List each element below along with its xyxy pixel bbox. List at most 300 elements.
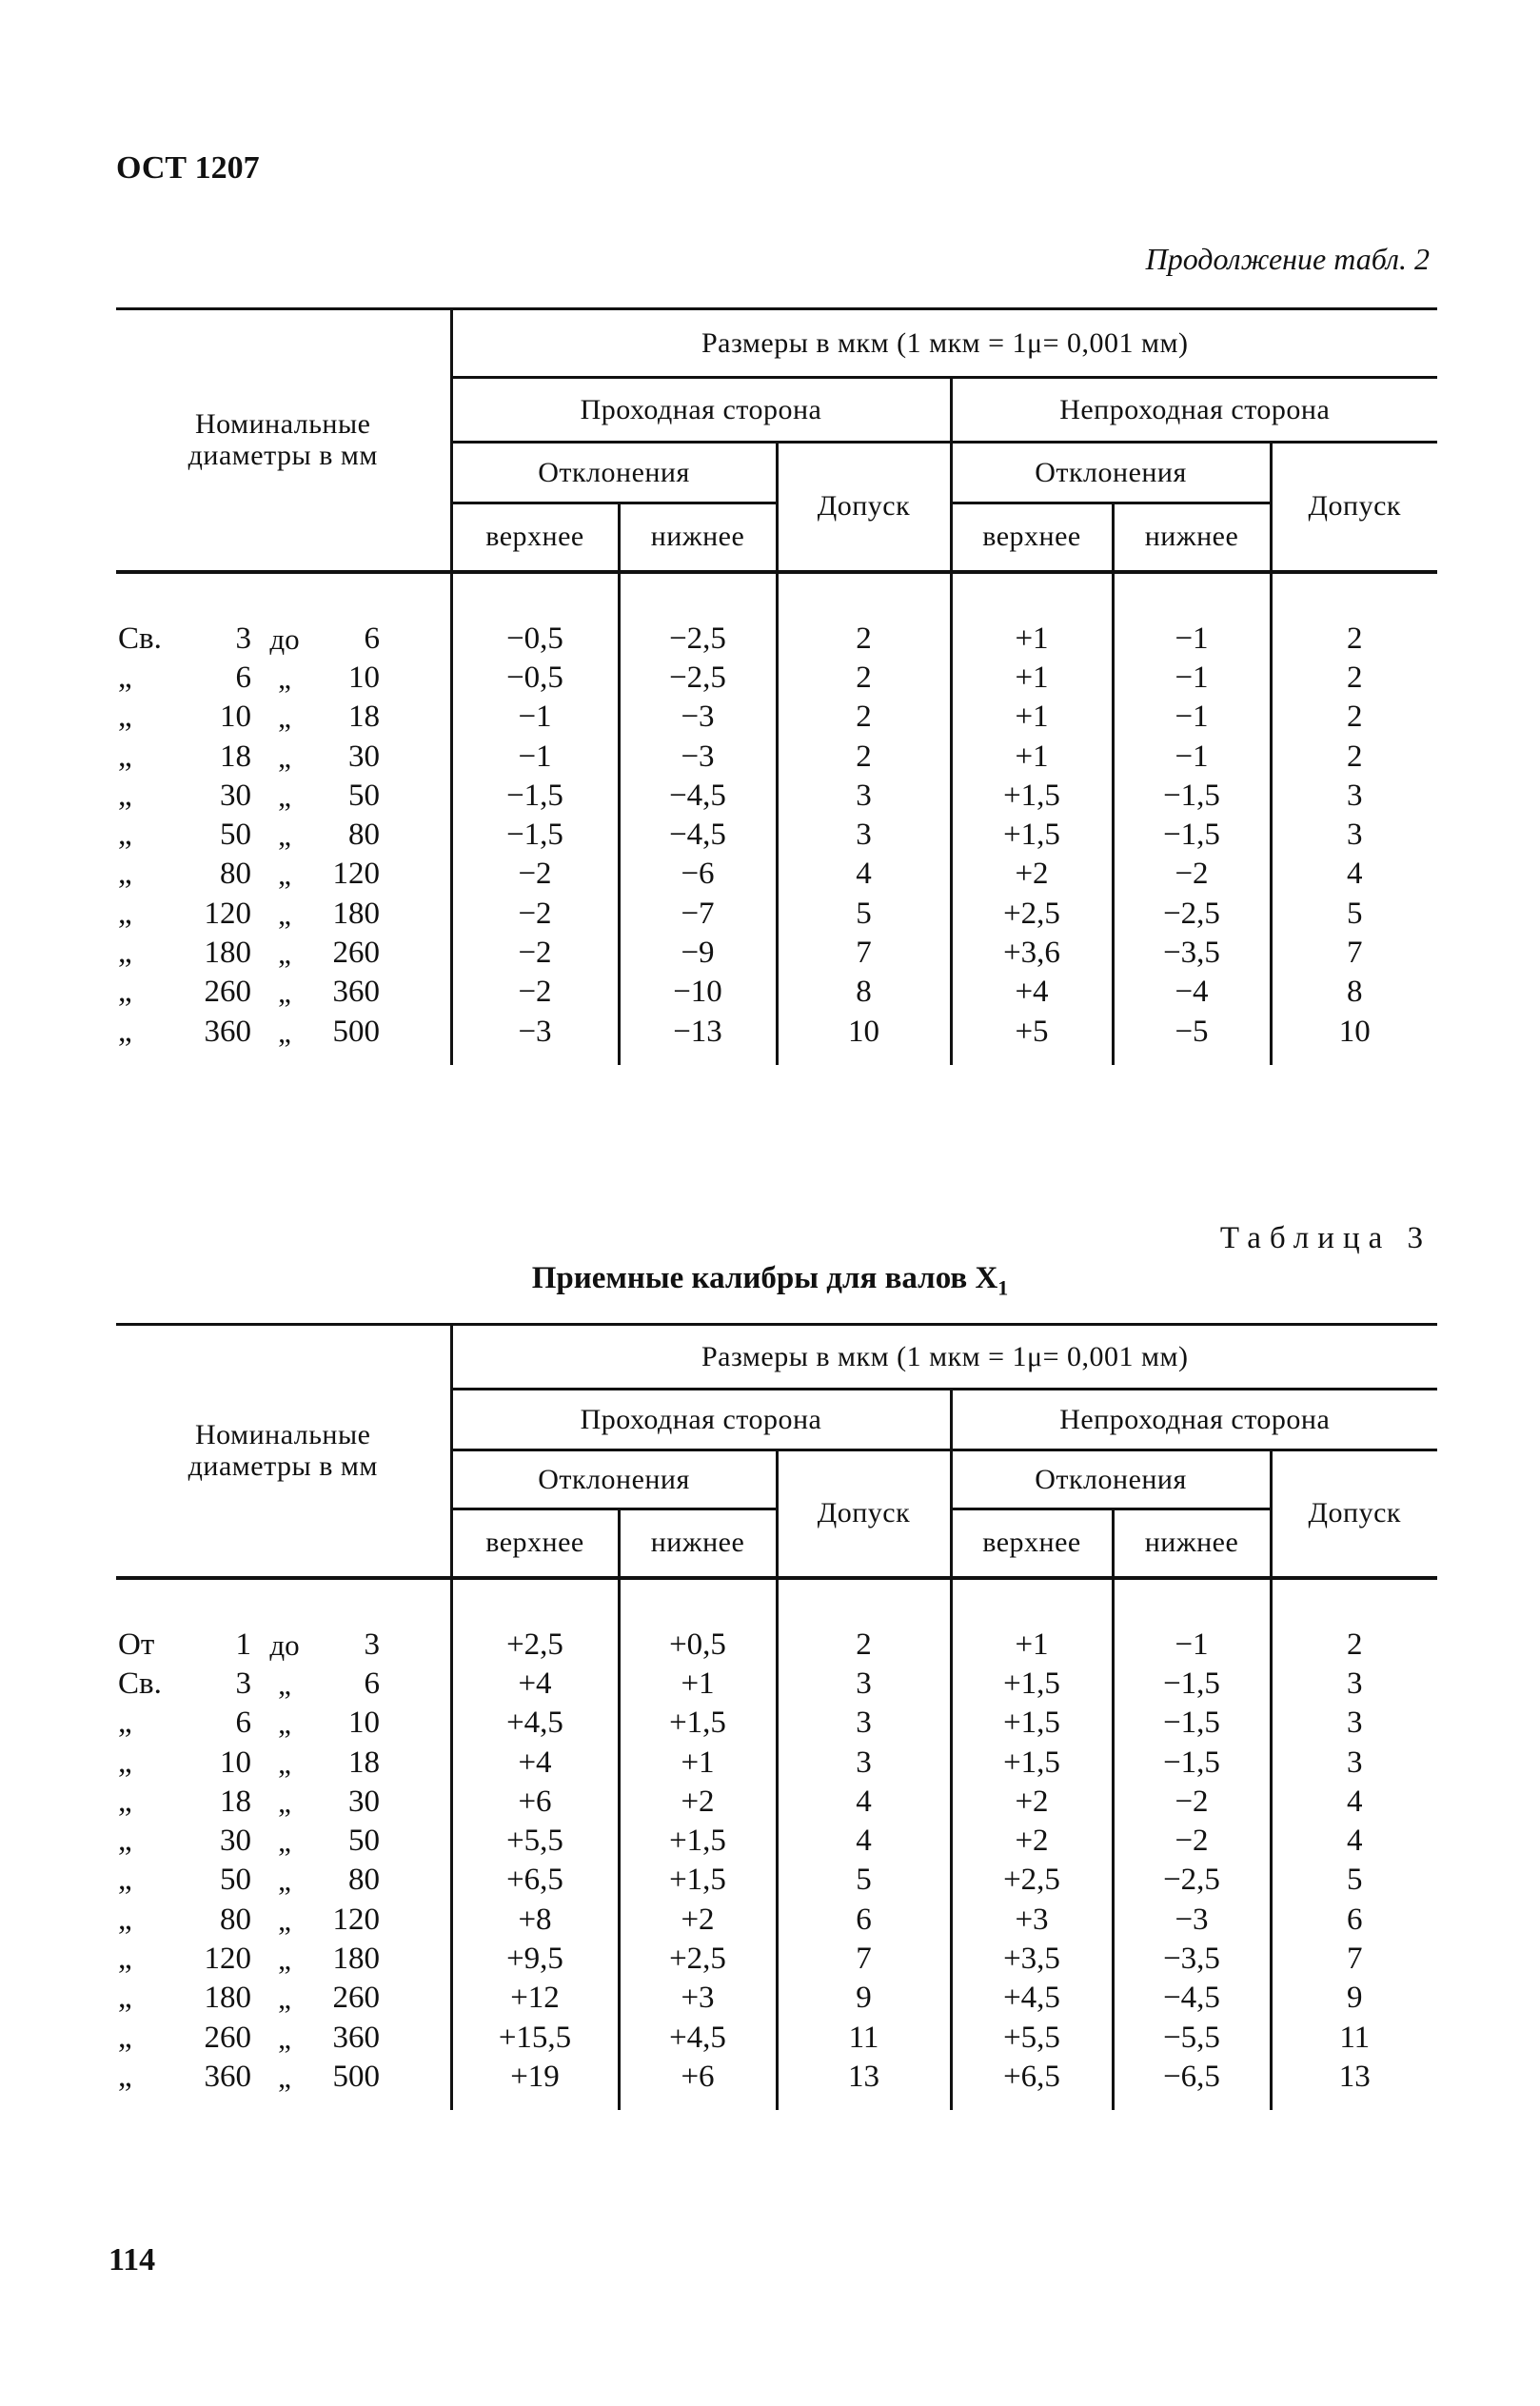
diameter-to-word: „ xyxy=(278,1864,291,1898)
diameter-prefix: „ xyxy=(118,1824,132,1859)
go-upper-cell: +2,5 xyxy=(451,1626,619,1665)
nogo-lower-cell: −2 xyxy=(1113,1783,1271,1822)
table-row xyxy=(116,737,1437,776)
nogo-tolerance-cell: 3 xyxy=(1271,1704,1437,1743)
diameter-to-word: „ xyxy=(278,1666,291,1701)
nogo-lower-cell: −1,5 xyxy=(1113,777,1271,816)
go-tolerance-cell: 4 xyxy=(777,1822,951,1861)
diameter-from: 260 xyxy=(204,2020,251,2055)
diameter-to-word: „ xyxy=(278,858,291,892)
diameter-prefix: „ xyxy=(118,1902,132,1937)
table-row xyxy=(116,659,1437,698)
nogo-lower-cell: −1,5 xyxy=(1113,1704,1271,1743)
nogo-upper-cell: +1,5 xyxy=(951,1704,1113,1743)
nogo-tolerance-cell: 2 xyxy=(1271,620,1437,659)
nominal-diameter-cell xyxy=(116,1743,451,1782)
go-tolerance-cell: 3 xyxy=(777,1704,951,1743)
nogo-deviations-header: Отклонения xyxy=(951,443,1271,503)
nogo-tolerance-cell: 6 xyxy=(1271,1901,1437,1940)
nogo-upper-cell: +3,5 xyxy=(951,1940,1113,1979)
nominal-diameter-cell xyxy=(116,777,451,816)
nominal-diameter-cell xyxy=(116,1822,451,1861)
nogo-lower-cell: −2 xyxy=(1113,1822,1271,1861)
nominal-diameter-cell xyxy=(116,620,451,659)
diameter-to: 18 xyxy=(348,1745,380,1780)
table-row xyxy=(116,1743,1437,1782)
nogo-tolerance-header: Допуск xyxy=(1271,1450,1437,1576)
diameter-from: 18 xyxy=(220,739,251,774)
go-tolerance-cell: 3 xyxy=(777,777,951,816)
diameter-to-word: „ xyxy=(278,897,291,931)
go-upper-cell: +4 xyxy=(451,1665,619,1704)
nogo-tolerance-cell: 3 xyxy=(1271,777,1437,816)
table-3-title-subscript: 1 xyxy=(997,1275,1009,1300)
go-tolerance-header: Допуск xyxy=(777,1450,951,1576)
diameter-to: 50 xyxy=(348,778,380,813)
nogo-upper-cell: +6,5 xyxy=(951,2058,1113,2097)
go-lower-cell: −4,5 xyxy=(619,777,777,816)
diameter-to-word: „ xyxy=(278,661,291,695)
diameter-to: 80 xyxy=(348,1863,380,1898)
nogo-tolerance-cell: 7 xyxy=(1271,1940,1437,1979)
go-upper-header: верхнее xyxy=(451,503,619,570)
go-lower-cell: +1,5 xyxy=(619,1861,777,1900)
nogo-upper-header: верхнее xyxy=(951,503,1113,570)
go-lower-cell: −2,5 xyxy=(619,659,777,698)
go-tolerance-cell: 11 xyxy=(777,2018,951,2057)
nogo-tolerance-header: Допуск xyxy=(1271,443,1437,570)
go-lower-cell: −13 xyxy=(619,1012,777,1051)
diameter-to: 360 xyxy=(332,975,380,1010)
diameter-to: 80 xyxy=(348,818,380,853)
diameter-to-word: „ xyxy=(278,818,291,853)
nominal-diameter-cell xyxy=(116,895,451,934)
go-side-header: Проходная сторона xyxy=(451,378,951,443)
nogo-upper-header: верхнее xyxy=(951,1509,1113,1576)
table-row xyxy=(116,1901,1437,1940)
diameter-to: 30 xyxy=(348,739,380,774)
diameter-to-word: „ xyxy=(278,740,291,774)
go-lower-cell: −7 xyxy=(619,895,777,934)
go-tolerance-cell: 7 xyxy=(777,934,951,973)
diameter-prefix: „ xyxy=(118,1745,132,1780)
nominal-diameter-cell xyxy=(116,2058,451,2097)
diameter-from: 18 xyxy=(220,1784,251,1819)
nogo-lower-cell: −1 xyxy=(1113,1626,1271,1665)
diameter-to-word: „ xyxy=(278,1785,291,1819)
go-tolerance-cell: 6 xyxy=(777,1901,951,1940)
go-tolerance-cell: 2 xyxy=(777,659,951,698)
table-row xyxy=(116,973,1437,1012)
diameter-prefix: „ xyxy=(118,2020,132,2055)
diameter-to-word: до xyxy=(269,621,300,656)
go-tolerance-cell: 3 xyxy=(777,816,951,855)
diameter-to: 50 xyxy=(348,1824,380,1859)
nogo-tolerance-cell: 8 xyxy=(1271,973,1437,1012)
nogo-tolerance-cell: 2 xyxy=(1271,737,1437,776)
document-code: ОСТ 1207 xyxy=(116,150,260,186)
nogo-upper-cell: +3,6 xyxy=(951,934,1113,973)
nogo-tolerance-cell: 4 xyxy=(1271,1783,1437,1822)
diameter-from: 120 xyxy=(204,896,251,931)
diameter-from: 360 xyxy=(204,1014,251,1049)
nominal-diameter-cell xyxy=(116,1940,451,1979)
nogo-lower-cell: −1,5 xyxy=(1113,1665,1271,1704)
diameter-prefix: „ xyxy=(118,975,132,1010)
go-tolerance-header: Допуск xyxy=(777,443,951,570)
go-lower-header: нижнее xyxy=(619,503,777,570)
nogo-tolerance-cell: 3 xyxy=(1271,816,1437,855)
nogo-lower-cell: −3,5 xyxy=(1113,934,1271,973)
go-upper-cell: −1,5 xyxy=(451,816,619,855)
nogo-lower-cell: −3,5 xyxy=(1113,1940,1271,1979)
go-lower-cell: +1,5 xyxy=(619,1822,777,1861)
go-upper-cell: −2 xyxy=(451,973,619,1012)
nogo-lower-cell: −1 xyxy=(1113,737,1271,776)
table-row xyxy=(116,855,1437,894)
nogo-tolerance-cell: 3 xyxy=(1271,1743,1437,1782)
diameter-from: 10 xyxy=(220,1745,251,1780)
nominal-diameter-cell xyxy=(116,816,451,855)
table-row xyxy=(116,698,1437,737)
table-row xyxy=(116,1822,1437,1861)
nominal-diameter-cell xyxy=(116,1626,451,1665)
nogo-lower-cell: −1 xyxy=(1113,620,1271,659)
diameter-to: 260 xyxy=(332,936,380,971)
table-row xyxy=(116,934,1437,973)
go-upper-cell: −1 xyxy=(451,737,619,776)
diameter-from: 180 xyxy=(204,1981,251,2016)
diameter-to-word: „ xyxy=(278,700,291,735)
table-row xyxy=(116,1861,1437,1900)
go-lower-cell: −6 xyxy=(619,855,777,894)
page-number: 114 xyxy=(109,2242,156,2278)
go-lower-cell: +6 xyxy=(619,2058,777,2097)
nominal-diameter-cell xyxy=(116,1012,451,1051)
nominal-diameter-cell xyxy=(116,973,451,1012)
go-upper-cell: −3 xyxy=(451,1012,619,1051)
nogo-lower-cell: −4 xyxy=(1113,973,1271,1012)
go-upper-cell: −1,5 xyxy=(451,777,619,816)
go-lower-header: нижнее xyxy=(619,1509,777,1576)
go-upper-cell: −2 xyxy=(451,855,619,894)
diameter-prefix: „ xyxy=(118,857,132,892)
go-deviations-header: Отклонения xyxy=(451,1450,777,1509)
nogo-tolerance-cell: 9 xyxy=(1271,1979,1437,2018)
go-tolerance-cell: 10 xyxy=(777,1012,951,1051)
go-upper-cell: +4 xyxy=(451,1743,619,1782)
diameter-from: 360 xyxy=(204,2059,251,2094)
go-tolerance-cell: 3 xyxy=(777,1743,951,1782)
nominal-diameter-cell xyxy=(116,934,451,973)
nogo-upper-cell: +1 xyxy=(951,659,1113,698)
diameter-to-word: „ xyxy=(278,1706,291,1741)
diameter-to: 6 xyxy=(364,1666,380,1701)
nogo-upper-cell: +1 xyxy=(951,698,1113,737)
nogo-tolerance-cell: 13 xyxy=(1271,2058,1437,2097)
table-row xyxy=(116,1665,1437,1704)
diameter-from: 6 xyxy=(235,1706,251,1741)
diameter-to-word: до xyxy=(269,1627,300,1662)
diameter-from: 50 xyxy=(220,1863,251,1898)
diameter-to: 260 xyxy=(332,1981,380,2016)
table-3-title-text: Приемные калибры для валов X xyxy=(531,1261,998,1295)
diameter-prefix: „ xyxy=(118,660,132,695)
table-row xyxy=(116,777,1437,816)
diameter-prefix: „ xyxy=(118,1014,132,1049)
diameter-prefix: „ xyxy=(118,700,132,735)
go-lower-cell: +3 xyxy=(619,1979,777,2018)
nogo-tolerance-cell: 4 xyxy=(1271,855,1437,894)
nogo-lower-header: нижнее xyxy=(1113,503,1271,570)
nogo-tolerance-cell: 2 xyxy=(1271,659,1437,698)
go-upper-cell: −1 xyxy=(451,698,619,737)
nogo-lower-header: нижнее xyxy=(1113,1509,1271,1576)
go-upper-cell: +6 xyxy=(451,1783,619,1822)
nominal-diameter-cell xyxy=(116,1861,451,1900)
nominal-diameter-cell xyxy=(116,1979,451,2018)
go-lower-cell: −2,5 xyxy=(619,620,777,659)
go-upper-cell: −0,5 xyxy=(451,659,619,698)
nogo-upper-cell: +2,5 xyxy=(951,1861,1113,1900)
table-row xyxy=(116,2058,1437,2097)
nominal-diameter-cell xyxy=(116,737,451,776)
diameter-prefix: Св. xyxy=(118,1666,162,1701)
go-upper-header: верхнее xyxy=(451,1509,619,1576)
nominal-diameter-cell xyxy=(116,1704,451,1743)
nogo-upper-cell: +2 xyxy=(951,1783,1113,1822)
nogo-lower-cell: −5,5 xyxy=(1113,2018,1271,2057)
go-tolerance-cell: 8 xyxy=(777,973,951,1012)
nogo-lower-cell: −2,5 xyxy=(1113,895,1271,934)
nogo-upper-cell: +1,5 xyxy=(951,777,1113,816)
go-upper-cell: −0,5 xyxy=(451,620,619,659)
nogo-tolerance-cell: 11 xyxy=(1271,2018,1437,2057)
diameter-to: 3 xyxy=(364,1627,380,1662)
go-tolerance-cell: 4 xyxy=(777,1783,951,1822)
nogo-tolerance-cell: 2 xyxy=(1271,698,1437,737)
go-lower-cell: −4,5 xyxy=(619,816,777,855)
go-deviations-header: Отклонения xyxy=(451,443,777,503)
diameter-to: 120 xyxy=(332,1902,380,1937)
nominal-diameter-cell xyxy=(116,855,451,894)
go-upper-cell: +19 xyxy=(451,2058,619,2097)
diameter-to: 18 xyxy=(348,700,380,735)
diameter-prefix: „ xyxy=(118,778,132,813)
nogo-lower-cell: −1 xyxy=(1113,698,1271,737)
nogo-tolerance-cell: 10 xyxy=(1271,1012,1437,1051)
nogo-lower-cell: −6,5 xyxy=(1113,2058,1271,2097)
diameter-prefix: „ xyxy=(118,896,132,931)
diameter-from: 30 xyxy=(220,778,251,813)
go-lower-cell: −10 xyxy=(619,973,777,1012)
go-upper-cell: +9,5 xyxy=(451,1940,619,1979)
diameter-to: 180 xyxy=(332,1942,380,1977)
nogo-lower-cell: −1 xyxy=(1113,659,1271,698)
nogo-upper-cell: +1,5 xyxy=(951,816,1113,855)
diameter-from: 30 xyxy=(220,1824,251,1859)
go-tolerance-cell: 13 xyxy=(777,2058,951,2097)
diameter-from: 10 xyxy=(220,700,251,735)
go-lower-cell: +4,5 xyxy=(619,2018,777,2057)
diameter-from: 80 xyxy=(220,1902,251,1937)
diameter-from: 3 xyxy=(235,621,251,656)
go-tolerance-cell: 2 xyxy=(777,1626,951,1665)
nogo-side-header: Непроходная сторона xyxy=(951,378,1437,443)
table-3-label: Таблица 3 xyxy=(1219,1221,1431,1255)
go-side-header: Проходная сторона xyxy=(451,1390,951,1450)
diameter-to-word: „ xyxy=(278,976,291,1010)
go-lower-cell: +1,5 xyxy=(619,1704,777,1743)
nogo-upper-cell: +2 xyxy=(951,855,1113,894)
nominal-diameter-cell xyxy=(116,1783,451,1822)
diameter-from: 120 xyxy=(204,1942,251,1977)
go-tolerance-cell: 7 xyxy=(777,1940,951,1979)
nominal-diameter-cell xyxy=(116,659,451,698)
go-lower-cell: −9 xyxy=(619,934,777,973)
go-upper-cell: +5,5 xyxy=(451,1822,619,1861)
diameter-from: 260 xyxy=(204,975,251,1010)
table-continuation-note: Продолжение табл. 2 xyxy=(1145,242,1430,276)
diameter-prefix: „ xyxy=(118,1981,132,2016)
diameter-prefix: „ xyxy=(118,739,132,774)
table-row xyxy=(116,1626,1437,1665)
diameter-to-word: „ xyxy=(278,1745,291,1780)
table-3-title xyxy=(0,1261,1540,1301)
diameter-to-word: „ xyxy=(278,1982,291,2016)
nogo-tolerance-cell: 2 xyxy=(1271,1626,1437,1665)
table-row xyxy=(116,1012,1437,1051)
nogo-upper-cell: +5 xyxy=(951,1012,1113,1051)
diameter-from: 1 xyxy=(235,1627,251,1662)
diameter-to: 360 xyxy=(332,2020,380,2055)
nominal-diameter-cell xyxy=(116,2018,451,2057)
nogo-upper-cell: +1 xyxy=(951,737,1113,776)
diameter-to: 30 xyxy=(348,1784,380,1819)
nogo-upper-cell: +1,5 xyxy=(951,1665,1113,1704)
go-upper-cell: −2 xyxy=(451,895,619,934)
nominal-diameter-header: Номинальные диаметры в мм xyxy=(116,309,451,570)
diameter-to-word: „ xyxy=(278,1824,291,1859)
go-upper-cell: −2 xyxy=(451,934,619,973)
go-lower-cell: +2 xyxy=(619,1901,777,1940)
go-lower-cell: +0,5 xyxy=(619,1626,777,1665)
diameter-prefix: Св. xyxy=(118,621,162,656)
table-row xyxy=(116,1783,1437,1822)
table-row xyxy=(116,816,1437,855)
table-row xyxy=(116,620,1437,659)
nogo-tolerance-cell: 4 xyxy=(1271,1822,1437,1861)
nogo-lower-cell: −2,5 xyxy=(1113,1861,1271,1900)
go-upper-cell: +4,5 xyxy=(451,1704,619,1743)
go-lower-cell: +2 xyxy=(619,1783,777,1822)
nogo-tolerance-cell: 3 xyxy=(1271,1665,1437,1704)
diameter-to: 500 xyxy=(332,1014,380,1049)
nogo-upper-cell: +1 xyxy=(951,620,1113,659)
nogo-lower-cell: −2 xyxy=(1113,855,1271,894)
go-tolerance-cell: 2 xyxy=(777,737,951,776)
diameter-to-word: „ xyxy=(278,2060,291,2094)
diameter-to: 10 xyxy=(348,660,380,695)
table-row xyxy=(116,1940,1437,1979)
nogo-tolerance-cell: 5 xyxy=(1271,1861,1437,1900)
diameter-to: 500 xyxy=(332,2059,380,2094)
nogo-upper-cell: +1,5 xyxy=(951,1743,1113,1782)
diameter-to: 120 xyxy=(332,857,380,892)
diameter-prefix: „ xyxy=(118,818,132,853)
diameter-prefix: От xyxy=(118,1627,155,1662)
nogo-upper-cell: +1 xyxy=(951,1626,1113,1665)
sizes-header: Размеры в мкм (1 мкм = 1μ= 0,001 мм) xyxy=(451,309,1437,378)
tolerance-table-2 xyxy=(116,307,1437,1065)
go-tolerance-cell: 2 xyxy=(777,698,951,737)
go-tolerance-cell: 2 xyxy=(777,620,951,659)
diameter-to: 180 xyxy=(332,896,380,931)
nogo-tolerance-cell: 5 xyxy=(1271,895,1437,934)
go-tolerance-cell: 4 xyxy=(777,855,951,894)
go-lower-cell: +1 xyxy=(619,1665,777,1704)
go-lower-cell: +2,5 xyxy=(619,1940,777,1979)
nogo-upper-cell: +2,5 xyxy=(951,895,1113,934)
nogo-side-header: Непроходная сторона xyxy=(951,1390,1437,1450)
nogo-lower-cell: −3 xyxy=(1113,1901,1271,1940)
diameter-prefix: „ xyxy=(118,936,132,971)
diameter-prefix: „ xyxy=(118,1863,132,1898)
nominal-diameter-cell xyxy=(116,698,451,737)
go-upper-cell: +6,5 xyxy=(451,1861,619,1900)
nogo-lower-cell: −4,5 xyxy=(1113,1979,1271,2018)
nominal-diameter-header: Номинальные диаметры в мм xyxy=(116,1325,451,1576)
go-lower-cell: −3 xyxy=(619,737,777,776)
diameter-from: 50 xyxy=(220,818,251,853)
go-tolerance-cell: 5 xyxy=(777,1861,951,1900)
diameter-to-word: „ xyxy=(278,2021,291,2055)
diameter-prefix: „ xyxy=(118,1784,132,1819)
diameter-to: 10 xyxy=(348,1706,380,1741)
diameter-to-word: „ xyxy=(278,779,291,813)
nogo-upper-cell: +2 xyxy=(951,1822,1113,1861)
nogo-upper-cell: +3 xyxy=(951,1901,1113,1940)
diameter-from: 3 xyxy=(235,1666,251,1701)
diameter-from: 6 xyxy=(235,660,251,695)
diameter-from: 180 xyxy=(204,936,251,971)
go-upper-cell: +12 xyxy=(451,1979,619,2018)
table-row xyxy=(116,2018,1437,2057)
nogo-lower-cell: −5 xyxy=(1113,1012,1271,1051)
tolerance-table-3 xyxy=(116,1323,1437,2110)
sizes-header: Размеры в мкм (1 мкм = 1μ= 0,001 мм) xyxy=(451,1325,1437,1390)
diameter-to-word: „ xyxy=(278,1903,291,1937)
go-tolerance-cell: 5 xyxy=(777,895,951,934)
diameter-to-word: „ xyxy=(278,937,291,971)
nogo-lower-cell: −1,5 xyxy=(1113,816,1271,855)
diameter-prefix: „ xyxy=(118,1706,132,1741)
nogo-tolerance-cell: 7 xyxy=(1271,934,1437,973)
table-row xyxy=(116,1704,1437,1743)
nogo-upper-cell: +4 xyxy=(951,973,1113,1012)
diameter-from: 80 xyxy=(220,857,251,892)
nominal-diameter-cell xyxy=(116,1665,451,1704)
go-lower-cell: −3 xyxy=(619,698,777,737)
table-row xyxy=(116,1979,1437,2018)
go-tolerance-cell: 9 xyxy=(777,1979,951,2018)
nominal-diameter-cell xyxy=(116,1901,451,1940)
diameter-prefix: „ xyxy=(118,1942,132,1977)
table-row xyxy=(116,895,1437,934)
go-upper-cell: +15,5 xyxy=(451,2018,619,2057)
go-tolerance-cell: 3 xyxy=(777,1665,951,1704)
nogo-deviations-header: Отклонения xyxy=(951,1450,1271,1509)
